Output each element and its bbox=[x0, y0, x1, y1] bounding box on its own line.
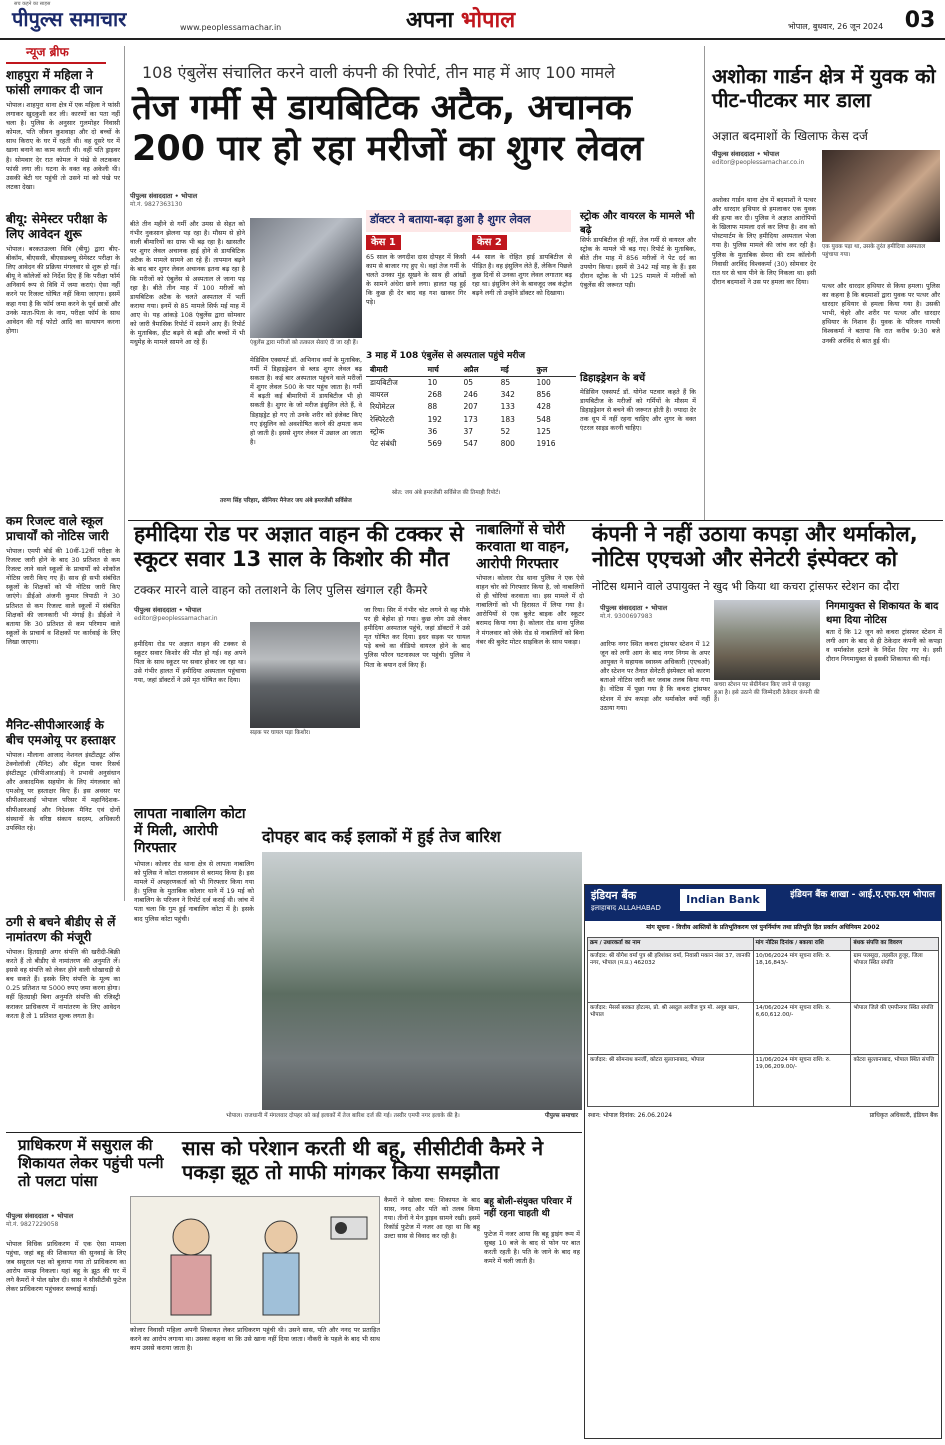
stats-cell: 342 bbox=[500, 390, 515, 400]
bank-cell: ग्राम पलसूदा, तहसील हुजूर, जिला भोपाल स्थित संपत्ति bbox=[851, 950, 939, 1002]
stats-cell: 428 bbox=[536, 402, 551, 412]
stats-header-cell: अप्रैल bbox=[459, 364, 496, 377]
masthead-site[interactable]: www.peoplessamachar.in bbox=[180, 23, 282, 32]
stats-row bbox=[366, 426, 576, 438]
stats-row bbox=[366, 414, 576, 426]
case-2-body: 44 साल के रोहित हाई डायबिटीज से पीड़ित है। वह इंसुलिन लेते हैं, लेकिन पिछले कुछ दिनों से उनका शुगर लेवल लगातार बढ़ रहा था। इंसुलिन लेने के बावजूद जब कंट्रोल बढ़ने लगी तो उन्होंने डॉक्टर को दिखाया। bbox=[472, 252, 572, 297]
bank-cell: 10/06/2024 मांग सूचना राशि: रु. 18,16,843/- bbox=[753, 950, 851, 1002]
rain-caption: भोपाल। राजधानी में मंगलवार दोपहर को कई इलाकों में तेज बारिश दर्ज की गई। तस्वीर एमपी नगर इलाके की है। bbox=[226, 1113, 460, 1119]
company-body: आरिफ नगर स्थित कचरा ट्रांसफर स्टेशन में 12 जून को लगी आग के बाद नगर निगम के अपर आयुक्त ने सहायक स्वास्थ्य अधिकारी (एएचओ) और स्टेशन पर तैनात सेनेटरी इंस्पेक्टर को कारण बताओ नोटिस जारी कर जवाब तलब किया गया है। नोटिस में पूछा गया है कि कचरा ट्रांसफर स्टेशन में डंप कपड़ा और थर्माकोल क्यों नहीं उठाया गया। bbox=[600, 640, 710, 712]
stats-row bbox=[366, 401, 576, 413]
bank-footer: स्थान: भोपाल दिनांक: 26.06.2024 bbox=[588, 1111, 673, 1119]
bank-cell: कर्जदार: श्री सोमनाथ बनर्जी, कोटरा सुल्तानाबाद, भोपाल bbox=[588, 1054, 754, 1106]
brief-body: भोपाल। बरकतउल्ला विवि (बीयू) द्वारा बीए-बीकॉम, बीएससी, बीएसडब्ल्यू सेमेस्टर परीक्षा के लिए आवेदन की प्रक्रिया मंगलवार से शुरू हो गई। बीयू ने कॉलेजों को निर्देश दिए हैं कि परीक्षा फॉर्म अनिवार्य रूप से विवि में जमा कराएं। ऐसा नहीं करने पर रिजल्ट घोषित नहीं किया जाएगा। इसमें कहा गया है कि फॉर्म जमा करने के पूर्व छात्रों और उनके माता-पिता के नाम, परीक्षा फॉर्म के साथ आवेदन की गई फोटो आदि का सत्यापन करना होगा। bbox=[6, 245, 120, 335]
ashoka-body-continued: पत्थर और धारदार हथियार से किया हमला। पुलिस का कहना है कि बदमाशों द्वारा युवक पर पत्थर और धारदार हथियार से हमला किया गया है। उसकी भाभी, चेहरे और शरीर पर पत्थर और धारदार हथियार के निशान हैं। युवक के परिजन गायत्री विश्वकर्मा ने बताया कि रात करीब 9:30 बजे उनकी अरविंद से बात हुई थी। bbox=[822, 282, 940, 345]
brief-body: भोपाल। एमपी बोर्ड की 10वीं-12वीं परीक्षा के रिजल्ट जारी होने के बाद 30 प्रतिशत से कम रिजल्ट लाने वाले स्कूलों के प्राचार्यों को शोकॉज नोटिस जारी किए गए हैं। साथ ही सभी संबंधित स्कूलों के शिक्षकों को भी नोटिस जारी किए जाएंगे। डीईओ अंजनी कुमार त्रिपाठी ने 30 प्रतिशत से कम रिजल्ट वाले स्कूलों में संबंधित शिक्षकों की जानकारी भी मंगाई है। डीईओ ने बताया कि 30 प्रतिशत से कम परिणाम वाले स्कूलों के प्राचार्य व शिक्षकों पर कार्रवाई के लिए लिखा जाएगा। bbox=[6, 547, 120, 646]
ashoka-photo bbox=[822, 150, 940, 242]
bank-banner bbox=[585, 885, 941, 921]
stats-cell: 10 bbox=[427, 378, 438, 388]
case-1 bbox=[366, 236, 466, 338]
stats-cell: 246 bbox=[463, 390, 478, 400]
stats-title: 3 माह में 108 एंबुलेंस से अस्पताल पहुंचे मरीज bbox=[366, 351, 526, 361]
stats-cell: 1916 bbox=[536, 438, 556, 448]
brief-headline: शाहपुरा में महिला ने फांसी लगाकर दी जान bbox=[6, 68, 103, 97]
rain-headline: दोपहर बाद कई इलाकों में हुई तेज बारिश bbox=[262, 827, 501, 846]
lead-headline: तेज गर्मी से डायबिटिक अटैक, अचानक 200 पार हो रहा मरीजों का शुगर लेवल bbox=[132, 88, 644, 170]
bank-name-hi: इंडियन बैंक bbox=[591, 889, 637, 902]
lead-kicker: 108 एंबुलेंस संचालित करने वाली कंपनी की रिपोर्ट, तीन माह में आए 100 मामले bbox=[142, 63, 615, 82]
bank-cell: 11/06/2024 मांग सूचना राशि: रु. 19,06,209.00/- bbox=[753, 1054, 851, 1106]
section-title: अपना भोपाल bbox=[406, 8, 516, 33]
bank-cell: कर्जदार: मेसर्स बरकत होटल्स, प्रो. श्री अब्दुल अजीज पुत्र मो. अयूब खान, भोपाल bbox=[588, 1002, 754, 1054]
bank-row bbox=[588, 950, 939, 1002]
rain-photo bbox=[262, 852, 582, 1110]
stats-cell: 183 bbox=[500, 414, 515, 424]
cctv-body-continued: कैमरों ने खोला सच: शिकायत के बाद सास, ननद और पति को तलब किया गया। तीनों ने मेन ड्राइव सामने रखी। इसमें रिकॉर्ड फुटेज में नजर आ रहा था कि बहू उल्टा सास से विवाद कर रही है। bbox=[384, 1196, 480, 1241]
stats-cell: 88 bbox=[427, 402, 438, 412]
bank-logo: Indian Bank bbox=[680, 889, 766, 911]
hamidia-body-continued: जा रिया। सिर में गंभीर चोट लगने से वह मौके पर ही बेहोश हो गया। कुछ लोग उसे लेकर हमीदिया अस्पताल पहुंचे, जहां डॉक्टरों ने उसे मृत घोषित कर दिया। इधर सड़क पर घायल पड़े बच्चे का वीडियो वायरल होने के बाद पुलिस फौरन घटनास्थल पर पहुंची। पुलिस ने पिता के बयान दर्ज किए हैं। bbox=[364, 606, 470, 669]
stats-cell: स्ट्रोक bbox=[370, 426, 385, 436]
brief-headline: बीयू: सेमेस्टर परीक्षा के लिए आवेदन शुरू bbox=[6, 212, 107, 241]
stats-table bbox=[366, 364, 576, 450]
hamidia-deck: टक्कर मारने वाले वाहन को तलाशने के लिए पुलिस खंगाल रही कैमरे bbox=[134, 583, 428, 597]
section-divider bbox=[128, 520, 943, 521]
section-divider bbox=[6, 1132, 582, 1133]
stats-row bbox=[366, 438, 576, 450]
column-divider bbox=[704, 46, 705, 521]
hamidia-headline: हमीदिया रोड पर अज्ञात वाहन की टक्कर से स्कूटर सवार 13 साल के किशोर की मौत bbox=[134, 522, 464, 572]
stats-header-cell: बीमारी bbox=[366, 364, 424, 377]
bank-cell: कोटरा सुल्तानाबाद, भोपाल स्थित संपत्ति bbox=[851, 1054, 939, 1106]
stats-row bbox=[366, 389, 576, 401]
stats-source: स्रोत: जय अंबे इमरजेंसी सर्विसेज की तिमाही रिपोर्ट। bbox=[392, 490, 501, 496]
bank-row bbox=[588, 1054, 939, 1106]
brief-item bbox=[6, 68, 120, 215]
hamidia-byline: पीपुल्स संवाददाता • भोपाल editor@peoplessamachar.in bbox=[134, 606, 218, 622]
bank-table-wrap bbox=[585, 935, 941, 1109]
bank-header-cell: क्रम / उधारकर्ता का नाम bbox=[588, 938, 754, 951]
bank-table bbox=[587, 937, 939, 1107]
brief-body: भोपाल। शाहपुरा थाना क्षेत्र में एक महिला ने फांसी लगाकर खुदकुशी कर ली। कारणों का पता नहीं चला है। पुलिस के अनुसार गुलमोहर निवासी कोमल, पति जीवन कुशवाहा और दो बच्चों के साथ किराए के घर में रहती थी। वह दूसरे घर में खाना बनाने का काम करती थी। वहीं पति ड्राइवर है। सोमवार देर रात कोमल ने पंखे से लटककर फांसी लगा ली। घटना के वक्त वह अकेली थी। उसकी बेटी घर पहुंची तो उसने मां को पंखे पर लटका देखा। bbox=[6, 101, 120, 191]
stats-cell: 548 bbox=[536, 414, 551, 424]
quote-byline: तरुण सिंह परिहार, सीनियर मैनेजर जय अंबे इमरजेंसी सर्विसेज bbox=[220, 498, 352, 504]
brief-headline: ठगी से बचने बीडीए से लें नामांतरण की मंजूरी bbox=[6, 915, 116, 944]
cctv-side-body: फुटेज में नजर आया कि बहू ड्राइंग रूम में सुबह 10 बजे के बाद से फोन पर बात करती रहती है। पति के जाने के बाद वह कमरे में चली जाती है। bbox=[484, 1230, 580, 1266]
stats-cell: 268 bbox=[427, 390, 442, 400]
bank-notice bbox=[584, 884, 942, 1439]
stats-cell: 36 bbox=[427, 426, 438, 436]
stats-cell: पेट संबंधी bbox=[370, 438, 397, 448]
stats-cell: 173 bbox=[463, 414, 478, 424]
stats-cell: 192 bbox=[427, 414, 442, 424]
company-byline: पीपुल्स संवाददाता • भोपाल मो.नं. 9300697983 bbox=[600, 604, 668, 620]
lead-photo-caption: एंबुलेंस द्वारा मरीजों को तत्काल सेवाएं दी जा रही हैं। bbox=[250, 340, 358, 346]
ashoka-byline: पीपुल्स संवाददाता • भोपाल editor@peoplessamachar.co.in bbox=[712, 150, 805, 166]
company-photo-caption: कचरा स्टेशन पर सेग्रीगेशन किए जाने से एकट्ठा हुआ है। इसे उठाने की जिम्मेदारी ठेकेदार कंपनी की है। bbox=[714, 682, 820, 704]
bank-cell: 14/06/2024 मांग सूचना राशि: रु. 6,60,612.00/- bbox=[753, 1002, 851, 1054]
ashoka-deck: अज्ञात बदमाशों के खिलाफ केस दर्ज bbox=[712, 129, 868, 143]
stats-cell: 547 bbox=[463, 438, 478, 448]
doctor-box-title: डॉक्टर ने बताया-बढ़ा हुआ है शुगर लेवल bbox=[366, 210, 571, 232]
lead-photo bbox=[250, 218, 362, 338]
bank-signatory: प्राधिकृत अधिकारी, इंडियन बैंक bbox=[869, 1111, 938, 1119]
stats-header-cell: कुल bbox=[532, 364, 576, 377]
stats-cell: 52 bbox=[500, 426, 511, 436]
stats-cell: 05 bbox=[463, 378, 473, 388]
stats-header-cell: मार्च bbox=[424, 364, 460, 377]
company-side-headline: निगमायुक्त से शिकायत के बाद थमा दिया नोटिस bbox=[826, 601, 939, 626]
lead-body: बीते तीन महीने से गर्मी और उमस से सेहत को गंभीर नुकसान झेलना पड़ रहा है। मौसम से होने वाली बीमारियों का ग्राफ भी बढ़ रहा है। खासतौर पर शुगर लेवल अचानक हाई होने से डायबिटिक अटैक के मामले सामने आ रहे हैं। तापमान बढ़ने के बाद बार शुगर लेवल अचानक इतना बढ़ रहा है कि मरीजों को एंबुलेंस से अस्पताल ले जाना पड़ रहा है। बीते तीन माह में 100 मरीजों को डायबिटिक अटैक के चलते अस्पताल में भर्ती कराया गया। इनमें से 85 मामले सिर्फ मई माह में आए थे। यह आंकड़े 108 एंबुलेंस द्वारा सोमवार को जारी त्रैमासिक रिपोर्ट में सामने आए हैं। रिपोर्ट के मुताबिक, हीट बढ़ने से बढ़ी और बच्चों में भी मधुमेह के मामले सामने आ रहे हैं। bbox=[130, 220, 245, 347]
bank-notice-title: मांग सूचना - वित्तीय आस्तियों के प्रतिभूतिकरण एवं पुनर्निर्माण तथा प्रतिभूति हित प्रवर्तन अधिनियम 2002 bbox=[646, 924, 880, 931]
column-divider bbox=[124, 46, 125, 901]
stats-cell: 85 bbox=[500, 378, 511, 388]
inlaw-headline: प्राधिकरण में ससुराल की शिकायत लेकर पहुंची पत्नी तो पलटा पांसा bbox=[18, 1136, 164, 1190]
brief-item bbox=[6, 212, 120, 445]
rain-credit: पीपुल्स समाचार bbox=[544, 1113, 578, 1119]
case-1-label: केस 1 bbox=[366, 235, 401, 250]
bank-cell: भोपाल जिले की एमपीनगर स्थित संपत्ति bbox=[851, 1002, 939, 1054]
bank-header-cell: मांग नोटिस दिनांक / बकाया राशि bbox=[753, 938, 851, 951]
case-2 bbox=[472, 236, 572, 338]
masthead-logo: पीपुल्स समाचार bbox=[12, 7, 127, 31]
stats-cell: वायरल bbox=[370, 390, 389, 400]
cartoon-illustration bbox=[130, 1196, 380, 1324]
dateline: भोपाल, बुधवार, 26 जून 2024 bbox=[788, 22, 884, 31]
brief-body: भोपाल। मौलाना आजाद नेशनल इंस्टीट्यूट ऑफ टेक्नोलॉजी (मैनिट) और सेंट्रल पावर रिसर्च इंस्टीट्यूट (सीपीआरआई) ने प्रभावी अनुसंधान और अकादमिक सहयोग के लिए मंगलवार को एमओयू पर हस्ताक्षर किए हैं। इस अवसर पर सीपीआरआई भोपाल परिसर में महानिदेशक-सीपीआरआई और निदेशक मैनिट एवं दोनों संस्थानों के वरिष्ठ संकाय सदस्य, अधिकारी उपस्थित रहे। bbox=[6, 751, 120, 832]
bank-branch: इंडियन बैंक शाखा - आई.ए.एफ.एम भोपाल bbox=[790, 890, 935, 900]
company-deck: नोटिस थमाने वाले उपायुक्त ने खुद भी किया था कचरा ट्रांसफर स्टेशन का दौरा bbox=[592, 580, 900, 593]
stats-cell: 125 bbox=[536, 426, 551, 436]
hamidia-photo bbox=[250, 622, 360, 728]
stats-cell: 856 bbox=[536, 390, 551, 400]
masthead-tagline: सच कहने का साहस bbox=[14, 1, 51, 7]
dehydration-headline: डिहाइड्रेशन के बचें bbox=[580, 373, 646, 384]
stats-cell: डायबिटीज bbox=[370, 378, 398, 388]
stats-cell: रियोमेटल bbox=[370, 402, 395, 412]
bank-cell: कर्जदार: श्री योगेश वर्मा पुत्र श्री हरिशंकर वर्मा, निवासी मकान नंबर 37, जानकी नगर, भोपाल (म.प्र.) 462032 bbox=[588, 950, 754, 1002]
section-title-accent: भोपाल bbox=[460, 8, 516, 33]
cctv-side-headline: बहू बोली-संयुक्त परिवार में नहीं रहना चाहती थी bbox=[484, 1197, 572, 1220]
hamidia-body: हमीदिया रोड पर अज्ञात वाहन की टक्कर से स्कूटर सवार किशोर की मौत हो गई। वह अपने पिता के साथ स्कूटर पर सवार होकर जा रहा था। उसे गंभीर हालत में हमीदिया अस्पताल पहुंचाया गया, जहां डॉक्टरों ने उसे मृत घोषित कर दिया। bbox=[134, 640, 246, 685]
case-1-body: 65 साल के जगदीश दास दोपहर में किसी काम से बाजार गए हुए थे। वहां तेज गर्मी के चलते उनका मुंह सूखने के साथ ही आंखों के सामने अंधेरा छाने लगा। हालत यह हुई कि कुछ ही देर बाद वह गश खाकर गिर पड़े। bbox=[366, 252, 466, 306]
brief-headline: मैनिट-सीपीआरआई के बीच एमओयू पर हस्ताक्षर bbox=[6, 718, 116, 747]
page-number: 03 bbox=[904, 8, 936, 33]
stats-cell: 800 bbox=[500, 438, 515, 448]
bank-row bbox=[588, 1002, 939, 1054]
brief-item bbox=[6, 514, 120, 723]
missing-body: भोपाल। कोलार रोड थाना क्षेत्र से लापता नाबालिग को पुलिस ने कोटा राजस्थान से बरामद किया है। इस मामले में अपहरणकर्ता को भी गिरफ्तार किया गया है। पुलिस के मुताबिक कोलार थाने में 19 मई को नाबालिग के परिजन ने रिपोर्ट दर्ज कराई थी। जांच में पता चला कि गुम हुई नाबालिग कोटा में है। इसके बाद पुलिस कोटा पहुंची। bbox=[134, 860, 254, 923]
stats-cell: 133 bbox=[500, 402, 515, 412]
lead-byline: पीपुल्स संवाददाता • भोपाल मो.नं. 9827363130 bbox=[130, 192, 198, 208]
minors-headline: नाबालिगों से चोरी करवाता था वाहन, आरोपी गिरफ्तार bbox=[476, 522, 570, 572]
ashoka-body: अशोका गार्डन थाना क्षेत्र में बदमाशों ने पत्थर और धारदार हथियार से हमलाकर एक युवक की हत्या कर दी। पुलिस ने अज्ञात आरोपियों के खिलाफ मामला दर्ज कर लिया है। शव को पोस्टमार्टम के लिए हमीदिया अस्पताल भेजा गया है। पुलिस मामले की जांच कर रही है। पुलिस के मुताबिक सेमरा की राम कॉलोनी निवासी अरविंद विश्वकर्मा (30) सोमवार देर रात घर से चाय पीने के लिए निकला था। इसी दौरान बदमाशों ने उस पर हमला कर दिया। bbox=[712, 196, 816, 286]
ashoka-headline: अशोका गार्डन क्षेत्र में युवक को पीट-पीटकर मार डाला bbox=[712, 64, 936, 112]
stats-header-cell: मई bbox=[497, 364, 533, 377]
stats-cell: 207 bbox=[463, 402, 478, 412]
company-side-body: बता दें कि 12 जून को कचरा ट्रांसफर स्टेशन में लगी आग के बाद से ही ठेकेदार कंपनी को कपड़ा व थर्माकोल हटाने के निर्देश दिए गए थे। इसी दौरान निगमायुक्त से इसकी शिकायत की गई। bbox=[826, 628, 942, 664]
lead-body-continued: मेडिसिन एक्सपर्ट डॉ. अभिनाथ वर्मा के मुताबिक, गर्मी में डिहाइड्रेशन से ब्लड शुगर लेवल बढ़ सकता है। कई बार अस्पताल पहुंचने वाले मरीजों में शुगर लेवल 500 के पार पहुंच जाता है। गर्मी में बढ़ती कई बीमारियों में डायबिटीज भी हो सकती है। शुगर के जो मरीज इंसुलिन लेते हैं, वे डिहाइड्रेट हो गए तो उनके शरीर को इंजेक्ट किए गए इंसुलिन को अवशोषित करने की क्षमता कम हो जाती है। इससे शुगर लेवल में उछाल आ जाता है। bbox=[250, 356, 362, 446]
side-body: सिर्फ डायबिटीज ही नहीं, तेज गर्मी से वायरल और स्ट्रोक के मामले भी बढ़ गए। रिपोर्ट के मुताबिक, बीते तीन माह में 856 मरीजों ने पेट दर्द का उपयोग किया। इसमें से 342 मई माह के हैं। इस दौरान स्ट्रोक के भी 125 मामले में मरीजों को एंबुलेंस की जरूरत पड़ी। bbox=[580, 236, 696, 290]
cctv-headline: सास को परेशान करती थी बहू, सीसीटीवी कैमरे ने पकड़ा झूठ तो माफी मांगकर किया समझौता bbox=[182, 1136, 544, 1184]
side-headline: स्ट्रोक और वायरल के मामले भी बढ़े bbox=[580, 211, 695, 236]
stats-cell: 100 bbox=[536, 378, 551, 388]
stats-cell: रेस्पिरेटरी bbox=[370, 414, 395, 424]
stats-row bbox=[366, 377, 576, 390]
brief-label: न्यूज ब्रीफ bbox=[6, 44, 106, 64]
bank-sub: इलाहाबाद ALLAHABAD bbox=[591, 903, 661, 912]
brief-item bbox=[6, 718, 120, 911]
minors-body: भोपाल। कोलार रोड थाना पुलिस ने एक ऐसे वाहन चोर को गिरफ्तार किया है, जो नाबालिगों से ही चोरियां करवाता था। इस मामले में दो नाबालिगों को भी हिरासत में लिया गया है। आरोपियों से एक बुलेट बाइक और स्कूटर बरामद किया गया है। कोलार रोड थाना पुलिस ने मंगलवार को जेके रोड से नाबालिगों को बिना नंबर की बुलेट मोटर साइकिल के साथ पकड़ा। bbox=[476, 574, 584, 646]
cartoon-figures-icon bbox=[131, 1197, 381, 1325]
cctv-body: कोलार निवासी महिला अपनी शिकायत लेकर प्राधिकरण पहुंची थी। उसने सास, पति और ननद पर प्रताड़ित करने का आरोप लगाया था। उसका कहना था कि उसे खाना नहीं दिया जाता। नौकरी के पहले के बाद भी साथ काम उससे कराया जाता है। bbox=[130, 1326, 380, 1353]
brief-headline: कम रिजल्ट वाले स्कूल प्राचार्यों को नोटिस जारी bbox=[6, 514, 109, 543]
missing-headline: लापता नाबालिग कोटा में मिली, आरोपी गिरफ्तार bbox=[134, 806, 246, 856]
ashoka-photo-caption: एक युवक पड़ा था, उसके तुरंत हमीदिया अस्पताल पहुंचाया गया। bbox=[822, 244, 926, 258]
company-photo bbox=[714, 600, 820, 680]
inlaw-byline: पीपुल्स संवाददाता • भोपाल मो.नं. 9827229058 bbox=[6, 1212, 74, 1228]
stats-cell: 569 bbox=[427, 438, 442, 448]
company-headline: कंपनी ने नहीं उठाया कपड़ा और थर्माकोल, नोटिस एएचओ और सेनेटरी इंस्पेक्टर को bbox=[592, 522, 918, 572]
inlaw-body: भोपाल विधिक प्राधिकरण में एक ऐसा मामला पहुंचा, जहां बहू की शिकायत की सुनवाई के लिए जब ससुराल पक्ष को बुलाया गया तो प्राधिकरण का आरोप समझ निकला। यहां बहू के झूठ की घर में लगे कैमरों ने पोल खोल दी। सास ने सीसीटीवी फुटेज लेकर प्राधिकरण पहुंचकर सच्चाई बताई। bbox=[6, 1240, 126, 1294]
case-2-label: केस 2 bbox=[472, 235, 507, 250]
dehydration-body: मेडिसिन एक्सपर्ट डॉ. योगेश पटवार कहते हैं कि डायबिटीज के मरीजों को गर्मियों के मौसम में डिहाइड्रेशन से बचने की जरूरत होती है। ज्यादा देर तक धूप में नहीं रहना चाहिए और शुगर के वक्त एंटरल साइड करनी चाहिए। bbox=[580, 388, 696, 433]
hamidia-photo-caption: सड़क पर घायल पड़ा किशोर। bbox=[250, 730, 311, 736]
stats-cell: 37 bbox=[463, 426, 473, 436]
brief-body: भोपाल। हितग्राही अगर संपत्ति की खरीदी-बिक्री करते हैं तो बीडीए से नामांतरण की अनुमति लें। इससे वह संपत्ति को लेकर होने वाली धोखाधड़ी से बच सकते हैं। इसके लिए संपत्ति के मूल्य का 0.25 प्रतिशत या 5000 रुपए जमा करना होगा। वहीं हितग्राही बिना अनुमति संपत्ति की रजिस्ट्री कराकर प्राधिकरण में नामांतरण के लिए आवेदन करता है तो 1 प्रतिशत शुल्क लगता है। bbox=[6, 948, 120, 1020]
bank-header-cell: बंधक संपत्ति का विवरण bbox=[851, 938, 939, 951]
